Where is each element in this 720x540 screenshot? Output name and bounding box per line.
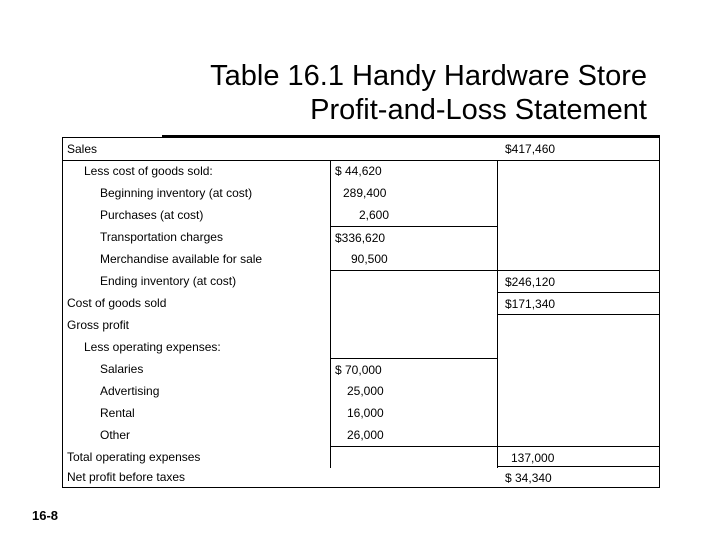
col2-cell <box>498 424 659 446</box>
table-row <box>63 160 659 182</box>
row-divider <box>498 466 659 467</box>
col2-cell <box>498 380 659 402</box>
statement-table <box>62 137 660 488</box>
row-label: Gross profit <box>67 318 130 332</box>
row-label: Salaries <box>100 362 144 376</box>
table-row <box>63 358 659 380</box>
col1-cell: 26,000 <box>330 424 498 446</box>
col1-cell <box>330 466 498 488</box>
row-label: Sales <box>67 142 98 156</box>
table-row <box>63 380 659 402</box>
row-label: Ending inventory (at cost) <box>100 274 237 288</box>
col1-cell: 289,400 <box>330 182 498 204</box>
row-label: Rental <box>100 406 135 420</box>
page-title: Table 16.1 Handy Hardware Store <box>210 60 647 92</box>
col2-cell: $171,340 <box>498 292 659 314</box>
col2-cell <box>498 336 659 358</box>
row-label: Purchases (at cost) <box>100 208 204 222</box>
row-label: Net profit before taxes <box>67 470 186 484</box>
row-label: Transportation charges <box>100 230 223 244</box>
col1-cell: $ 70,000 <box>330 358 498 380</box>
table-row <box>63 314 659 336</box>
col2-cell <box>498 358 659 380</box>
row-label: Less cost of goods sold: <box>84 164 213 178</box>
row-label: Merchandise available for sale <box>100 252 263 266</box>
row-label: Less operating expenses: <box>84 340 221 354</box>
row-label: Other <box>100 428 131 442</box>
col1-cell <box>330 336 498 358</box>
table-row <box>63 248 659 270</box>
table-row <box>63 424 659 446</box>
col2-cell: $ 34,340 <box>498 466 659 488</box>
col1-cell: $ 44,620 <box>330 160 498 182</box>
table-row <box>63 446 659 468</box>
table-row <box>63 270 659 292</box>
col1-cell: 2,600 <box>330 204 498 226</box>
col1-cell: $336,620 <box>330 226 498 248</box>
col2-cell: $417,460 <box>505 142 556 156</box>
row-label: Beginning inventory (at cost) <box>100 186 253 200</box>
row-label: Advertising <box>100 384 160 398</box>
table-row <box>63 402 659 424</box>
col1-cell: 90,500 <box>330 248 498 270</box>
table-row <box>63 292 659 314</box>
col2-cell: $246,120 <box>498 270 659 292</box>
table-row <box>63 204 659 226</box>
col2-cell <box>498 182 659 204</box>
row-label: Cost of goods sold <box>67 296 167 310</box>
col1-cell <box>330 292 498 314</box>
col1-cell <box>330 270 498 292</box>
table-row <box>63 466 659 488</box>
col2-cell <box>498 402 659 424</box>
page-number: 16-8 <box>32 508 59 523</box>
col1-cell: 16,000 <box>330 402 498 424</box>
col1-cell: 25,000 <box>330 380 498 402</box>
page-subtitle: Profit-and-Loss Statement <box>310 94 647 126</box>
table-row <box>63 182 659 204</box>
col1-cell <box>330 446 498 468</box>
col2-cell <box>498 204 659 226</box>
col2-cell <box>498 248 659 270</box>
col2-cell: 137,000 <box>498 446 659 468</box>
col1-cell <box>330 138 498 160</box>
col1-cell <box>330 314 498 336</box>
col2-cell <box>498 226 659 248</box>
row-label: Total operating expenses <box>67 450 201 464</box>
table-row <box>63 336 659 358</box>
col2-cell <box>498 314 659 336</box>
table-row <box>63 226 659 248</box>
table-row-sales <box>63 138 659 160</box>
col2-cell <box>498 160 659 182</box>
